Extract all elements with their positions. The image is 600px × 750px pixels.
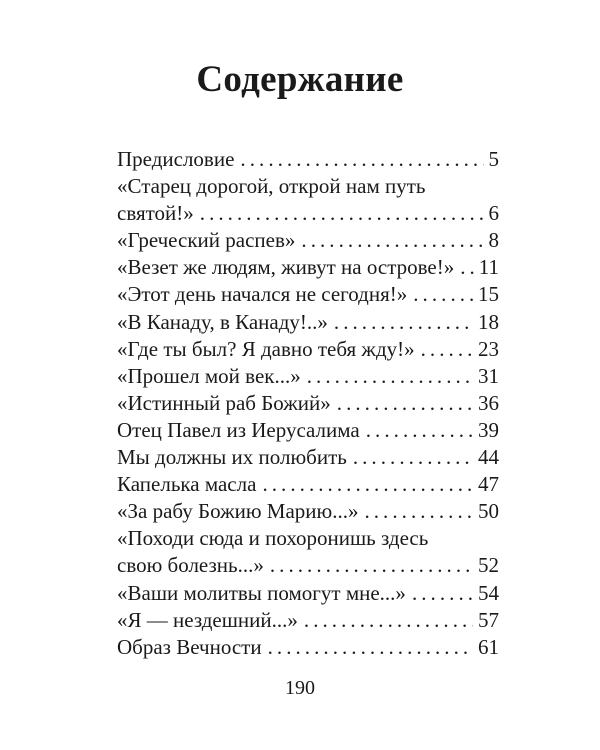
toc-entry-row (117, 390, 499, 417)
toc-entry-page: 5 (488, 147, 499, 171)
toc-entry (117, 525, 499, 579)
toc-entry-title: «Везет же людям, живут на острове!» (117, 255, 455, 280)
dot-leader (240, 146, 483, 173)
dot-leader (366, 417, 473, 444)
toc-entry-page: 54 (478, 580, 499, 605)
toc-entry-row (117, 444, 499, 471)
dot-leader (270, 552, 473, 579)
toc-entry-page: 39 (478, 417, 499, 442)
toc-entry-row (117, 281, 499, 308)
toc-entry-page: 31 (478, 363, 499, 388)
toc-entry-title: Мы должны их полюбить (117, 445, 347, 470)
toc-entry-title: «Греческий распев» (117, 228, 296, 253)
toc-entry (117, 390, 499, 417)
toc-entry (117, 146, 499, 173)
toc-entry (117, 281, 499, 308)
toc-entry-title: Предисловие (117, 147, 235, 171)
toc-entry-title: Образ Вечности (117, 634, 262, 659)
toc-entry-row (117, 254, 499, 281)
toc-entry (117, 363, 499, 390)
toc-entry-row (117, 417, 499, 444)
toc-entry-row (117, 580, 499, 607)
toc-entry (117, 309, 499, 336)
dot-leader (353, 444, 473, 471)
toc-entry-page: 57 (478, 607, 499, 632)
toc-entry-title: «Где ты был? Я давно тебя жду!» (117, 336, 415, 361)
dot-leader (364, 498, 473, 525)
dot-leader (337, 390, 473, 417)
toc-entry-title: свою болезнь...» (117, 553, 264, 578)
toc-entry-page: 36 (478, 390, 499, 415)
toc-entry-title: «Истинный раб Божий» (117, 390, 331, 415)
toc-entry-title-line: «Старец дорогой, открой нам путь (117, 174, 426, 199)
toc-entry-title: Отец Павел из Иерусалима (117, 417, 360, 442)
page-title: Содержание (196, 59, 404, 100)
toc-entry-title: Капелька масла (117, 472, 257, 497)
toc-entry-row (117, 336, 499, 363)
toc-entry-page: 52 (478, 553, 499, 578)
toc-entry-page: 15 (478, 282, 499, 307)
toc-entry-row (117, 552, 499, 579)
toc-entry-title: «Прошел мой век...» (117, 363, 301, 388)
table-of-contents (117, 146, 499, 661)
dot-leader (268, 634, 473, 661)
toc-entry-page: 6 (488, 201, 499, 226)
dot-leader (412, 580, 473, 607)
dot-leader (460, 254, 474, 281)
dot-leader (262, 471, 473, 498)
toc-entry-row (117, 607, 499, 634)
toc-entry-title: «Я — нездешний...» (117, 607, 298, 632)
toc-entry-title-line: «Походи сюда и похоронишь здесь (117, 526, 429, 551)
toc-entry-title: «Ваши молитвы помогут мне...» (117, 580, 406, 605)
dot-leader (304, 607, 473, 634)
toc-entry (117, 471, 499, 498)
dot-leader (200, 200, 484, 227)
dot-leader (421, 336, 473, 363)
toc-entry-page: 11 (478, 255, 499, 280)
toc-entry-page: 47 (478, 472, 499, 497)
toc-entry-title: святой!» (117, 201, 194, 226)
toc-entry (117, 336, 499, 363)
toc-entry-page: 44 (478, 445, 499, 470)
toc-entry-row (117, 200, 499, 227)
toc-entry (117, 173, 499, 227)
toc-entry (117, 607, 499, 634)
toc-entry-title: «Этот день начался не сегодня!» (117, 282, 408, 307)
dot-leader (307, 363, 473, 390)
toc-entry (117, 227, 499, 254)
toc-entry (117, 634, 499, 661)
dot-leader (413, 281, 473, 308)
toc-entry-row (117, 363, 499, 390)
toc-entry (117, 580, 499, 607)
toc-entry-title: «В Канаду, в Канаду!..» (117, 309, 328, 334)
toc-entry (117, 444, 499, 471)
toc-entry-row (117, 227, 499, 254)
dot-leader (301, 227, 483, 254)
toc-entry (117, 498, 499, 525)
toc-entry-row (117, 146, 499, 173)
dot-leader (334, 309, 473, 336)
page-number: 190 (285, 677, 315, 699)
toc-entry-page: 50 (478, 499, 499, 524)
toc-entry (117, 254, 499, 281)
toc-entry-title: «За рабу Божию Марию...» (117, 499, 359, 524)
toc-entry-row (117, 309, 499, 336)
toc-entry-row (117, 498, 499, 525)
toc-entry-page: 23 (478, 336, 499, 361)
toc-entry-page: 8 (488, 228, 499, 253)
toc-entry-row (117, 634, 499, 661)
toc-entry-page: 18 (478, 309, 499, 334)
toc-entry-page: 61 (478, 634, 499, 659)
toc-entry-row (117, 471, 499, 498)
toc-entry (117, 417, 499, 444)
